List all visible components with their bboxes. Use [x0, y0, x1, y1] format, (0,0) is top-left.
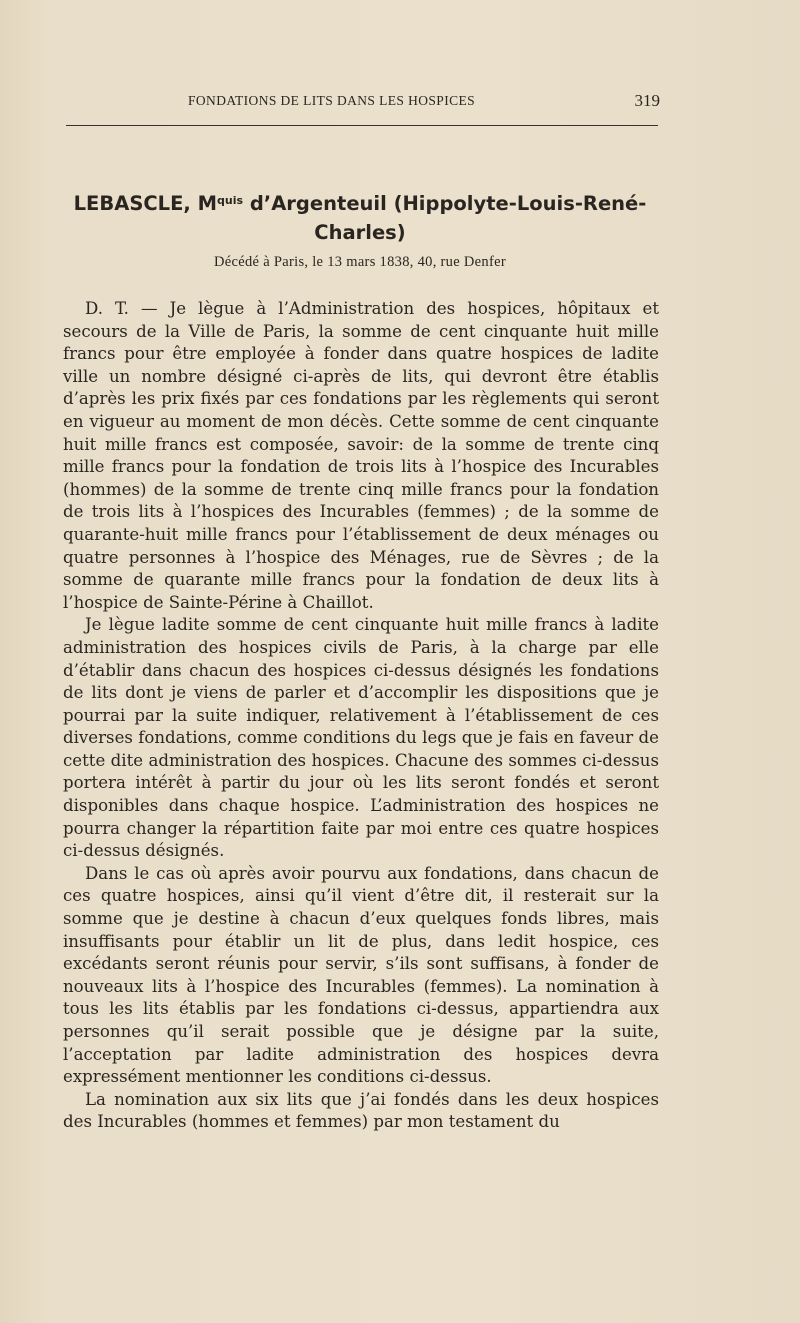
- paragraph: La nomination aux six lits que j’ai fondés dans les deux hospices des Incurables (hommes et femmes) par mon testament du: [63, 1089, 659, 1132]
- paragraph: D. T. — Je lègue à l’Administration des hospices, hôpitaux et secours de la Ville de Paris, la somme de cent cinquante huit mille francs pour être employée à fonder dans quatre hospices de ladite ville un nombre désigné ci-après de lits, qui devront être établis d’après les prix fixés par ces fondations par les règlements qui seront en vigueur au moment de mon décès. Cette somme de cent cinquante huit mille francs est composée, savoir: de la somme de trente cinq mille francs pour la fondation de trois lits à l’hospice des Incurables (hommes) de la somme de trente cinq mille francs pour la fondation de trois lits à l’hospices des Incurables (femmes) ; de la somme de quarante-huit mille francs pour l’établissement de deux ménages ou quatre personnes à l’hospice des Ménages, rue de Sèvres ; de la somme de quarante mille francs pour la fondation de deux lits à l’hospice de Sainte-Périne à Chaillot.: [63, 299, 659, 612]
- entry-title-rest: d’Argenteuil (Hippolyte-Louis-René-Charles): [243, 192, 647, 244]
- page-number: 319: [634, 91, 660, 110]
- paragraph: Je lègue ladite somme de cent cinquante huit mille francs à ladite administration des hospices civils de Paris, à la charge par elle d’établir dans chacun des hospices ci-dessus désignés les fondations de lits dont je viens de parler et d’accomplir les dispositions que je pourrai par la suite indiquer, relativement à l’établissement de ces diverses fondations, comme conditions du legs que je fais en faveur de cette dite administration des hospices. Chacune des sommes ci-dessus portera intérêt à partir du jour où les lits seront fondés et seront disponibles dans chaque hospice. L’administration des hospices ne pourra changer la répartition faite par moi entre ces quatre hospices ci-dessus désignés.: [63, 615, 659, 861]
- body-text: [63, 298, 659, 1134]
- entry-title: [62, 186, 658, 247]
- entry-subtitle: Décédé à Paris, le 13 mars 1838, 40, rue Denfer: [214, 254, 506, 270]
- entry-title-superscript: quis: [217, 194, 244, 207]
- paragraph: Dans le cas où après avoir pourvu aux fondations, dans chacun de ces quatre hospices, ainsi qu’il vient d’être dit, il resterait sur la somme que je destine à chacun d’eux quelques fonds libres, mais insuffisants pour établir un lit de plus, dans ledit hospice, ces excédants seront réunis pour servir, s’ils sont suffisans, à fonder de nouveaux lits à l’hospice des Incurables (femmes). La nomination à tous les lits établis par les fondations ci-dessus, appartiendra aux personnes qu’il serait possible que je désigne par la suite, l’acceptation par ladite administration des hospices devra expressément mentionner les conditions ci-dessus.: [63, 863, 659, 1087]
- running-title: FONDATIONS DE LITS DANS LES HOSPICES: [188, 93, 476, 108]
- entry-title-name: LEBASCLE, M: [73, 192, 218, 215]
- header-rule: [66, 125, 658, 126]
